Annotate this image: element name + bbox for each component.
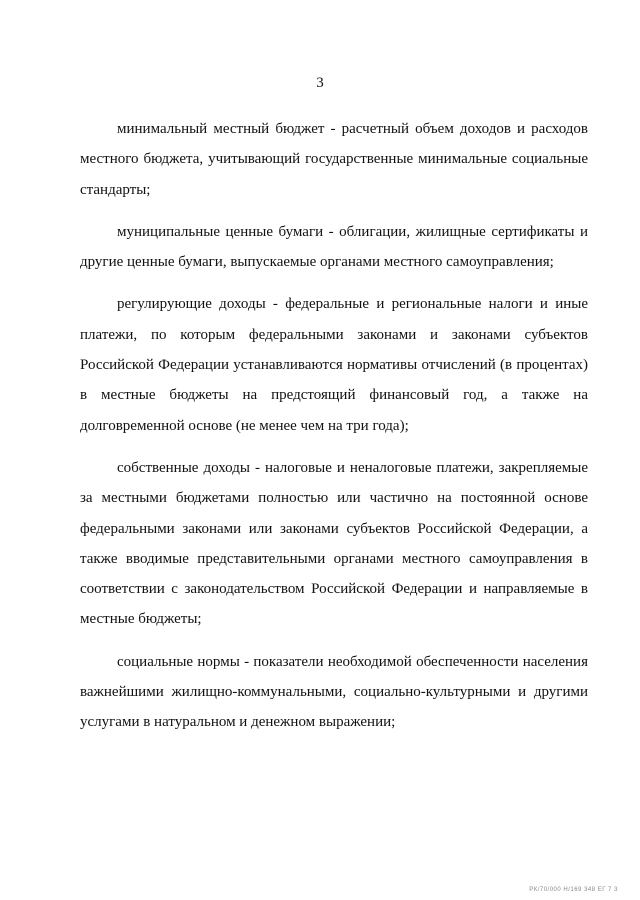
definition-paragraph-regulating-income: регулирующие доходы - федеральные и региональные налоги и иные платежи, по которым федеральными законами и законами субъектов Российской Федерации устанавливаются нормативы отчислений (в процентах) в местные бюджеты на предстоящий финансовый год, а также на долговременной основе (не менее чем на три года); xyxy=(80,296,588,434)
definition-paragraph-own-income: собственные доходы - налоговые и неналоговые платежи, закрепляемые за местными бюджетами полностью или частично на постоянной основе федеральными законами или законами субъектов Российской Федерации, а также вводимые представительными органами местного самоуправления в соответствии с законодательством Российской Федерации и направляемые в местные бюджеты; xyxy=(80,459,588,628)
footer-document-code: РК/70/000 Н/169 348 ЕГ 7 3 xyxy=(529,887,618,893)
definition-paragraph-social-norms: социальные нормы - показатели необходимой обеспеченности населения важнейшими жилищно-коммунальными, социально-культурными и другими услугами в натуральном и денежном выражении; xyxy=(80,653,588,731)
document-body xyxy=(80,114,588,738)
definition-paragraph-minimal-budget: минимальный местный бюджет - расчетный объем доходов и расходов местного бюджета, учитывающий государственные минимальные социальные стандарты; xyxy=(80,121,588,198)
page-number: 3 xyxy=(316,75,324,91)
definition-paragraph-municipal-securities: муниципальные ценные бумаги - облигации, жилищные сертификаты и другие ценные бумаги, выпускаемые органами местного самоуправления; xyxy=(80,223,588,271)
